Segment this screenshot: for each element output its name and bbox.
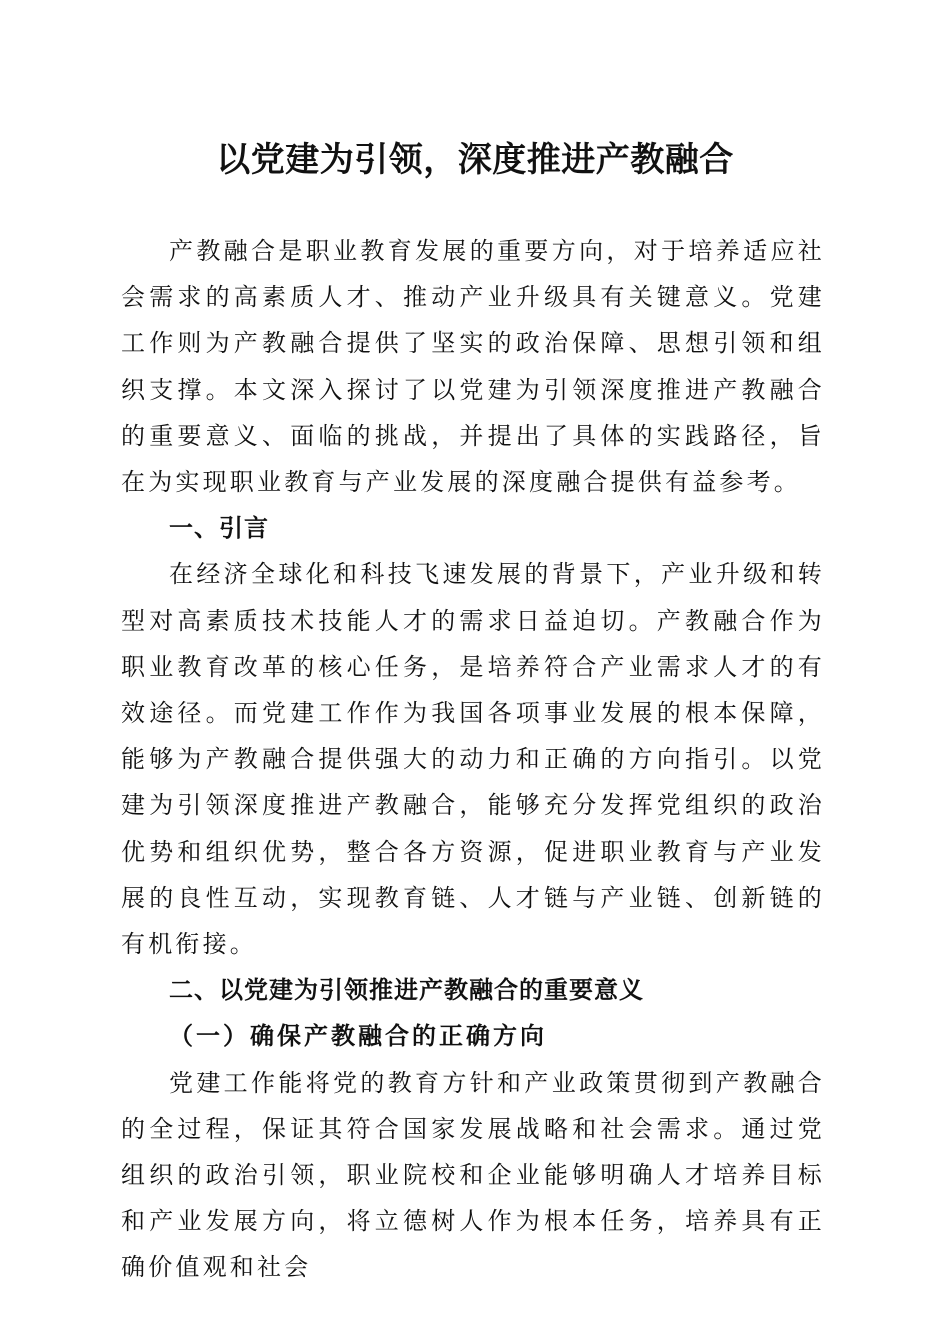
section-heading-significance: 二、以党建为引领推进产教融合的重要意义 [169,976,644,1005]
document-title: 以党建为引领，深度推进产教融合 [216,140,734,180]
section-heading-introduction: 一、引言 [169,514,269,543]
document-body [121,228,825,1291]
subsection-heading-direction: （一）确保产教融合的正确方向 [169,1021,547,1051]
direction-paragraph: 党建工作能将党的教育方针和产业政策贯彻到产教融合的全过程，保证其符合国家发展战略和社会需求。通过党组织的政治引领，职业院校和企业能够明确人才培养目标和产业发展方向，将立德树人作为根本任务，培养具有正确价值观和社会 [121,1068,825,1282]
abstract-paragraph: 产教融合是职业教育发展的重要方向，对于培养适应社会需求的高素质人才、推动产业升级具有关键意义。党建工作则为产教融合提供了坚实的政治保障、思想引领和组织支撑。本文深入探讨了以党建为引领深度推进产教融合的重要意义、面临的挑战，并提出了具体的实践路径，旨在为实现职业教育与产业发展的深度融合提供有益参考。 [121,237,825,497]
introduction-paragraph: 在经济全球化和科技飞速发展的背景下，产业升级和转型对高素质技术技能人才的需求日益迫切。产教融合作为职业教育改革的核心任务，是培养符合产业需求人才的有效途径。而党建工作作为我国各项事业发展的根本保障，能够为产教融合提供强大的动力和正确的方向指引。以党建为引领深度推进产教融合，能够充分发挥党组织的政治优势和组织优势，整合各方资源，促进职业教育与产业发展的良性互动，实现教育链、人才链与产业链、创新链的有机衔接。 [121,560,825,959]
